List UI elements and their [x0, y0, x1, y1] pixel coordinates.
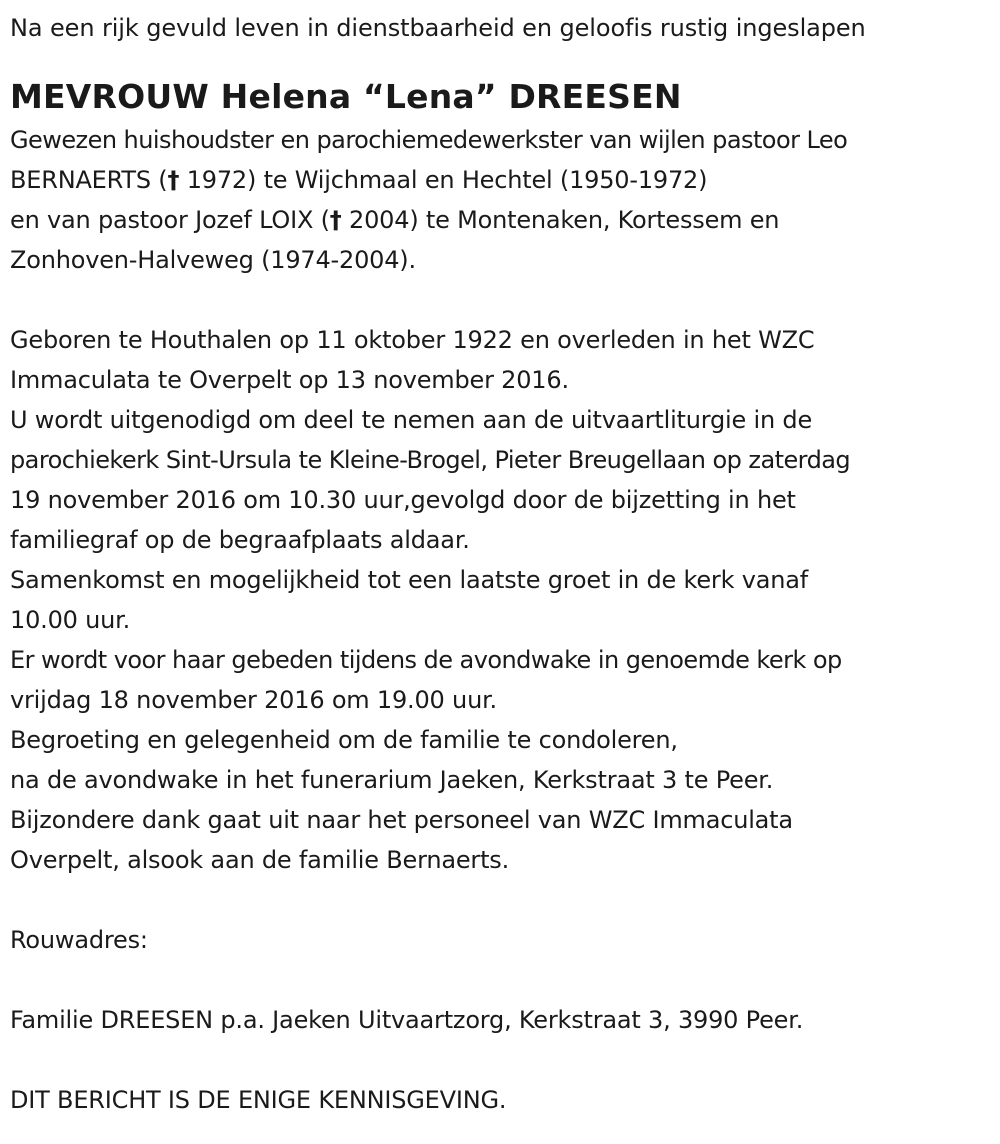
body-line: 19 november 2016 om 10.30 uur,gevolgd door de bijzetting in het	[10, 486, 796, 514]
body-line: parochiekerk Sint-Ursula te Kleine-Brogel, Pieter Breugellaan op zaterdag	[10, 446, 851, 474]
paragraph-spacer	[10, 1040, 995, 1080]
body-line: Bijzondere dank gaat uit naar het personeel van WZC Immaculata	[10, 806, 793, 834]
body-line: Overpelt, alsook aan de familie Bernaerts.	[10, 846, 510, 874]
bio-line-4: Zonhoven-Halveweg (1974-2004).	[10, 246, 416, 274]
body-line: Er wordt voor haar gebeden tijdens de avondwake in genoemde kerk op	[10, 646, 842, 674]
bio-line-2	[10, 160, 995, 200]
bio-line-2-start: BERNAERTS (	[10, 166, 168, 194]
cross-icon: †	[329, 206, 342, 234]
body-line: vrijdag 18 november 2016 om 19.00 uur.	[10, 686, 497, 714]
body-line: familiegraf op de begraafplaats aldaar.	[10, 526, 470, 554]
bio-line-3	[10, 200, 995, 240]
body-line: 10.00 uur.	[10, 606, 131, 634]
paragraph-spacer	[10, 960, 995, 1000]
address-label: Rouwadres:	[10, 926, 148, 954]
body-line: Samenkomst en mogelijkheid tot een laatste groet in de kerk vanaf	[10, 566, 809, 594]
body-line: na de avondwake in het funerarium Jaeken, Kerkstraat 3 te Peer.	[10, 766, 774, 794]
cross-icon: †	[167, 166, 180, 194]
body-line: Immaculata te Overpelt op 13 november 2016.	[10, 366, 569, 394]
bio-line-3-start: en van pastoor Jozef LOIX (	[10, 206, 330, 234]
intro-text: Na een rijk gevuld leven in dienstbaarheid en geloofis rustig ingeslapen	[10, 14, 866, 42]
bio-line-1: Gewezen huishoudster en parochiemedewerkster van wijlen pastoor Leo	[10, 126, 848, 154]
bio-line-2-end: 1972) te Wijchmaal en Hechtel (1950-1972)	[179, 166, 708, 194]
bio-line-3-end: 2004) te Montenaken, Kortessem en	[341, 206, 780, 234]
obituary-document	[10, 8, 995, 1120]
mourning-address: Familie DREESEN p.a. Jaeken Uitvaartzorg, Kerkstraat 3, 3990 Peer.	[10, 1006, 804, 1034]
paragraph-spacer	[10, 280, 995, 320]
body-line: U wordt uitgenodigd om deel te nemen aan de uitvaartliturgie in de	[10, 406, 813, 434]
paragraph-spacer	[10, 880, 995, 920]
notice-text: DIT BERICHT IS DE ENIGE KENNISGEVING.	[10, 1086, 507, 1114]
deceased-name-title: MEVROUW Helena “Lena” DREESEN	[10, 77, 682, 116]
body-line: Begroeting en gelegenheid om de familie te condoleren,	[10, 726, 678, 754]
body-line: Geboren te Houthalen op 11 oktober 1922 en overleden in het WZC	[10, 326, 815, 354]
